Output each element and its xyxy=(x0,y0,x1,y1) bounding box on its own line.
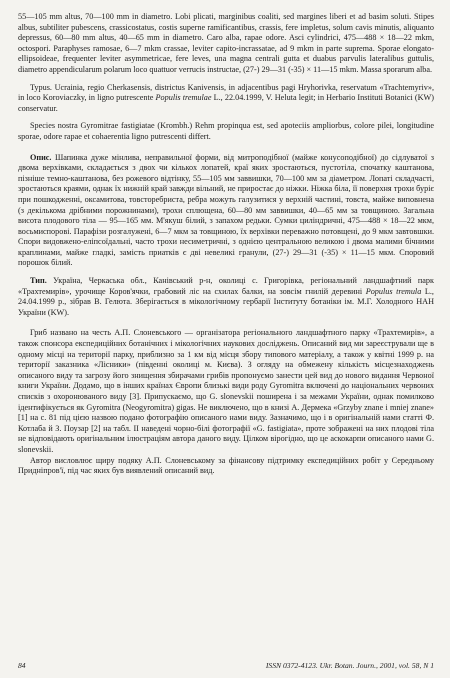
name-origin-paragraph: Гриб названо на честь А.П. Слоневського — організатора регіонального ландшафтного парку «Трахтемирів», а також спонсора експедиційних ботанічних і мікологічних наукових досліджень. Описаний вид ми зареєстрували ще в одному місці на території парку, приблизно за 1 км від місця збору типового матеріалу, а також у квітні 1999 р. на території заказника «Лісники» (південні околиці м. Києва). З огляду на обмежену кількість місцезнаходжень описаного виду та загрозу його знищення збирачами грибів пропонуємо занести цей вид до нового видання Червоної книги України. Додамо, що в інших країнах Європи близькі види роду Gyromitra включені до національних червоних списків з охоронюваного виду [3]. Припускаємо, що G. slonevskii поширена і за межами України, однак помилково ідентифікується як Gyromitra (Neogyromitra) gigas. Не виключено, що в книзі А. Дермека «Grzyby znane i mniej znane» [1] на с. 81 під цією назвою подано фотографію описаного нами виду. Зазначимо, що і в оригінальній нами статті Ф. Котлаба й З. Поузар [2] на табл. II наведені чорно-білі фотографії «G. fastigiata», проте зображені на них плодові тіла не відповідають оригінальним ілюстраціям автора даного виду. Цілком вірогідно, що це аскокарпи описаного нами G. slonevskii. xyxy=(18,328,434,454)
typus-paragraph xyxy=(18,83,434,115)
typus-text: Ucrainia, regio Cherkasensis, districtus Kanivensis, in adjacentibus pagi Hryhorivka, reservatum «Trachtemyriv», in loco Koroviaczky, in ligno putrescente xyxy=(18,82,434,103)
typ-label: Тип. xyxy=(30,276,47,286)
typus-rest: L., 22.04.1999, V. Heluta legit; in Herbario Instituti Botanici (KW) conservatur. xyxy=(18,93,434,113)
opys-text: Шапинка дуже мінлива, неправильної форми, від митроподібної (майже конусоподібної) до сідлуватої з двома верхівками, складається з двох чи кількох лопатей, краї яких зростаються, пустотіла, спочатку каштанова, пізніше темно-каштанова, без рожевого відтінку, 55—105 мм заввишки, 70—100 мм за діаметром. Лопаті складчасті, зростаються краями, однак їх нижній край завжди вільний, не приростає до ніжки. Ніжка біла, її поверхня трохи буріє при пошкодженні, оксамитова, товсторебриста, ребра можуть галузитися у верхній частині, товста, майже виповнена (з декількома дрібними порожнинами), трохи сплющена, 60—80 мм заввишки, 40—65 мм за товщиною. Загальна висота плодового тіла — 95—165 мм. М'якуш білий, з запахом редьки. Сумки циліндричні, 475—488 × 18—22 мкм, восьмиспорові. Парафізи розгалужені, 6—7 мкм за товщиною, їх верхівки переважно потовщені, до 9 мкм завтовшки. Спори видовжено-еліпсоїдальні, часто трохи несиметричні, з однією центральною великою і двома малими бічними краплинами, майже гладкі, замість приатків є дві невеликі гранули, (27-) 29—31 (-35) × 11—15 мкм. Споровий порошок білий. xyxy=(18,152,434,268)
typus-label: Typus. xyxy=(30,82,52,92)
typ-paragraph xyxy=(18,276,434,318)
opys-label: Опис. xyxy=(30,152,52,162)
opys-paragraph xyxy=(18,153,434,270)
journal-reference: ISSN 0372-4123. Ukr. Botan. Journ., 2001, vol. 58, N 1 xyxy=(265,661,434,670)
typ-species: Populus tremula xyxy=(365,286,422,296)
typus-species: Populis tremulae xyxy=(155,93,212,103)
acknowledgement-paragraph: Автор висловлює щиру подяку А.П. Слоневському за фінансову підтримку експедиційних робіт у Середньому Придніпров'ї, під час яких був виявлений описаний вид. xyxy=(18,455,434,476)
page-number: 84 xyxy=(18,661,26,670)
latin-diagnosis: 55—105 mm altus, 70—100 mm in diametro. Lobi plicati, marginibus coaliti, sed margines liberi et ad basim soluti. Stipes albus, subtiliter pubescens, crassicostatus, costis superne ramificantibus, crassis, fere impletus, solum cavis minutis, aliquanto depressus, 60—80 mm altus, 40—65 mm in diametro. Caro alba, rapae odore. Asci cylindrici, 475—488 × 18—22 mkm, octospori. Paraphyses ramosae, 6—7 mkm crassae, leviter capito-incrassatae, ad 9 mkm in parte suprema. Sporae elongato-ellipsoideae, frequenter leviter asymmetricae, fere leves, una magna centrali gutta et duabus parvulis lateralibus guttulis, diametro appendicularum polarum loco quattuor verrucis instructae, (27-) 29—31 (-35) × 11—15 mkm. Massa sporarum alba. xyxy=(18,12,434,74)
page-footer xyxy=(18,661,434,670)
species-comparison: Species nostra Gyromitrae fastigiatae (Krombh.) Rehm propinqua est, sed apoteciis ampliorbus, colore pilei, longitudine sporae, odore rapae et cohaerentia ligno putrescenti differt. xyxy=(18,121,434,141)
typ-text: Україна, Черкаська обл., Канівський р-н, околиці с. Григорівка, регіональний ландшафтний парк «Трахтемирів», урочище Коров'ячки, грабовий ліс на схилах балки, на зовсім гнилій деревині xyxy=(18,276,434,296)
typ-rest: L., 24.04.1999 р., зібрав В. Гелюта. Зберігається в мікологічному гербарії Інституту ботаніки ім. М.Г. Холодного НАН України (KW). xyxy=(18,286,434,317)
